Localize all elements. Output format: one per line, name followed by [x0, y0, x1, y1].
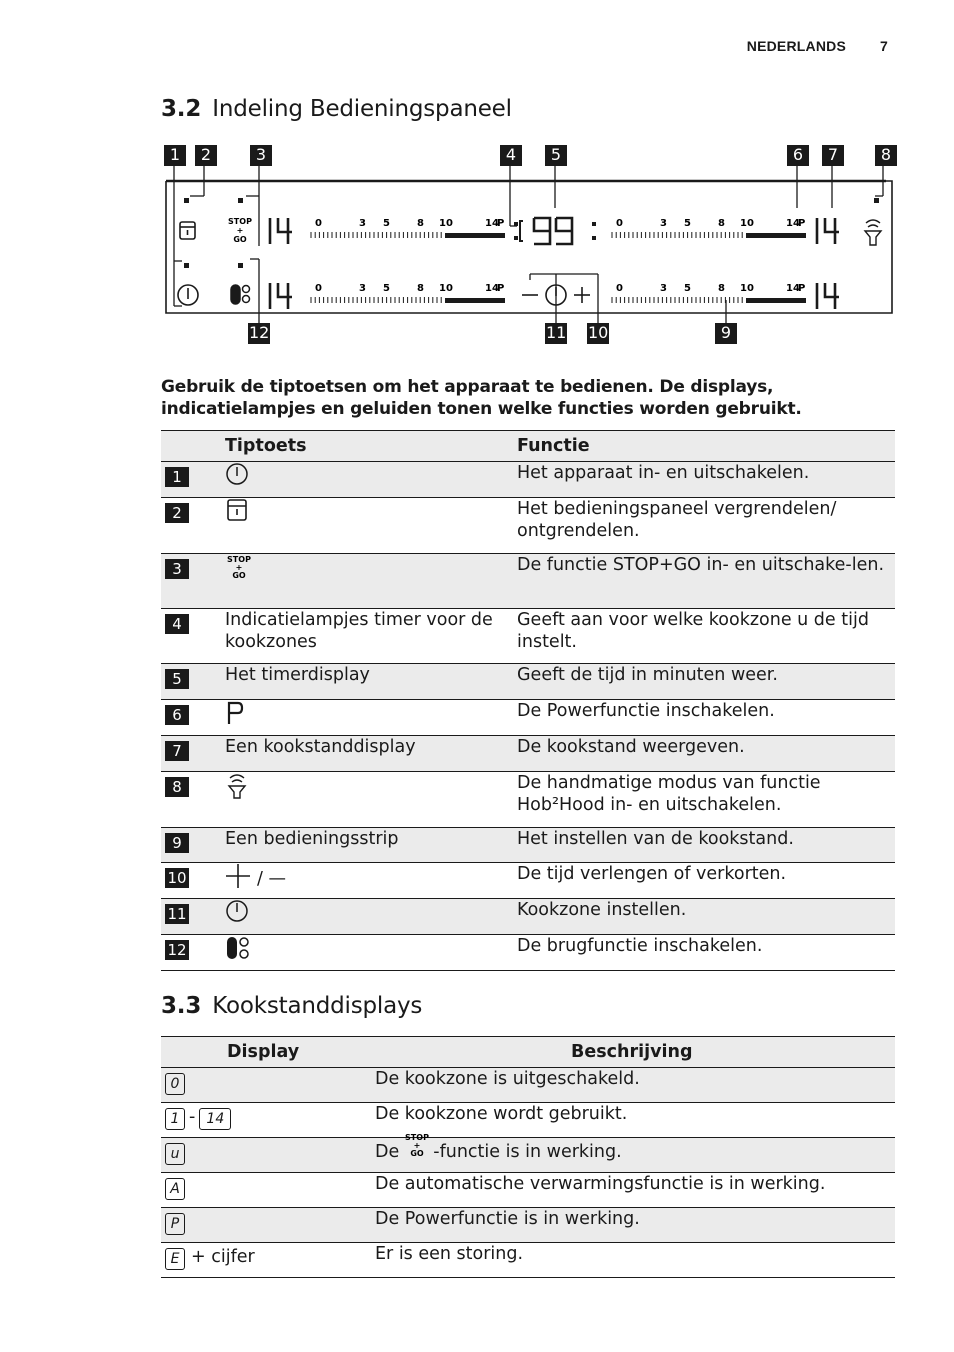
- function-text: De kookstand weergeven.: [517, 737, 745, 757]
- scale-label: 3: [660, 283, 667, 294]
- scale-label: 5: [383, 283, 390, 294]
- svg-text:GO: GO: [410, 1149, 424, 1158]
- hob2hood-icon: [225, 772, 249, 806]
- table-row: [161, 609, 895, 664]
- callout-12: 12: [249, 323, 270, 342]
- svg-text:STOP: STOP: [405, 1133, 430, 1142]
- callout-5: 5: [545, 145, 567, 166]
- callout-7: 7: [822, 145, 844, 166]
- scale-label: 8: [417, 218, 424, 229]
- scale-label: 14: [485, 218, 499, 229]
- description-text: -functie is in werking.: [433, 1142, 622, 1162]
- function-text: De tijd verlengen of verkorten.: [517, 864, 787, 884]
- control-strip: [311, 218, 505, 238]
- scale-label: 10: [439, 283, 453, 294]
- function-text: De Powerfunctie inschakelen.: [517, 701, 775, 721]
- key-function-table: [161, 430, 895, 971]
- callout-2: 2: [195, 145, 217, 166]
- table-row: [161, 736, 895, 772]
- bridge-icon: [225, 935, 251, 967]
- scale-label: 3: [359, 218, 366, 229]
- col-header-display: Display: [227, 1042, 300, 1062]
- key-label: / —: [257, 869, 286, 889]
- plus-minus-icon: [225, 863, 251, 895]
- row-number: 6: [165, 705, 189, 725]
- scale-label: 0: [315, 218, 322, 229]
- scale-label: 5: [684, 218, 691, 229]
- display-table: [161, 1036, 895, 1278]
- section-heading-3-3: [161, 993, 422, 1019]
- description-text: De automatische verwarmingsfunctie is in werking.: [375, 1174, 826, 1194]
- svg-text:+: +: [236, 226, 244, 235]
- table-row: [161, 772, 895, 828]
- scale-label: 10: [439, 218, 453, 229]
- row-number: 3: [165, 559, 189, 579]
- scale-label: 0: [315, 283, 322, 294]
- scale-label: P: [497, 283, 505, 294]
- function-text: Het apparaat in- en uitschakelen.: [517, 463, 810, 483]
- description-prefix: De: [375, 1142, 400, 1162]
- col-header-key: Tiptoets: [225, 436, 307, 456]
- display-symbol: 0: [165, 1073, 185, 1095]
- table-row: [161, 1138, 895, 1173]
- table-row: [161, 863, 895, 899]
- row-number: 7: [165, 741, 189, 761]
- col-header-description: Beschrijving: [571, 1042, 693, 1062]
- page-header: [747, 38, 888, 54]
- description-text: De kookzone is uitgeschakeld.: [375, 1069, 640, 1089]
- function-text: Het bedieningspaneel vergrendelen/ ontgrendelen.: [517, 499, 837, 541]
- table-row: [161, 462, 895, 498]
- scale-label: P: [798, 283, 806, 294]
- callout-3: 3: [250, 145, 272, 166]
- row-number: 9: [165, 833, 189, 853]
- row-number: 5: [165, 669, 189, 689]
- stop-go-icon: [225, 554, 253, 588]
- function-text: Geeft de tijd in minuten weer.: [517, 665, 778, 685]
- scale-label: 0: [616, 283, 623, 294]
- function-text: De functie STOP+GO in- en uitschake-len.: [517, 555, 885, 575]
- row-number: 10: [165, 868, 189, 888]
- section-number: 3.2: [161, 96, 202, 122]
- svg-text:+: +: [235, 563, 243, 572]
- svg-text:+: +: [413, 1141, 421, 1150]
- key-label: Indicatielampjes timer voor de kookzones: [225, 610, 493, 652]
- timer-icon: [225, 899, 249, 929]
- callout-11: 11: [546, 323, 567, 342]
- col-header-function: Functie: [517, 436, 590, 456]
- table-row: [161, 1243, 895, 1278]
- section-title: Kookstanddisplays: [212, 993, 423, 1019]
- page-number: 7: [880, 38, 888, 54]
- display-symbol: P: [165, 1213, 185, 1235]
- scale-label: 8: [718, 283, 725, 294]
- svg-text:GO: GO: [232, 571, 246, 580]
- display-symbol: u: [165, 1143, 185, 1165]
- scale-label: 14: [786, 218, 800, 229]
- display-symbol: E: [165, 1248, 185, 1270]
- callout-9: 9: [715, 323, 737, 344]
- svg-text:STOP: STOP: [227, 555, 251, 564]
- control-strip: [311, 283, 505, 303]
- scale-label: 14: [485, 283, 499, 294]
- scale-label: 0: [616, 218, 623, 229]
- power-icon: [225, 462, 249, 492]
- table-row: [161, 700, 895, 736]
- control-strip: [612, 218, 806, 238]
- function-text: De brugfunctie inschakelen.: [517, 936, 763, 956]
- scale-label: 8: [417, 283, 424, 294]
- scale-label: 14: [786, 283, 800, 294]
- scale-label: 5: [383, 218, 390, 229]
- description-text: De Powerfunctie is in werking.: [375, 1209, 640, 1229]
- scale-label: 10: [740, 283, 754, 294]
- table-row: [161, 1068, 895, 1103]
- row-number: 8: [165, 777, 189, 797]
- callout-6: 6: [787, 145, 809, 166]
- row-number: 12: [165, 940, 189, 960]
- scale-label: 3: [660, 218, 667, 229]
- row-number: 4: [165, 614, 189, 634]
- table-row: [161, 498, 895, 554]
- key-label: Het timerdisplay: [225, 665, 370, 685]
- intro-text: Gebruik de tiptoetsen om het apparaat te bedienen. De displays, indicatielampjes en geluiden tonen welke functies worden gebruikt.: [161, 377, 802, 419]
- section-title: Indeling Bedieningspaneel: [212, 96, 512, 122]
- function-text: De handmatige modus van functie Hob²Hood in- en uitschakelen.: [517, 773, 821, 815]
- description-text: Er is een storing.: [375, 1244, 524, 1264]
- table-row: [161, 664, 895, 700]
- callout-8: 8: [875, 145, 897, 166]
- table-row: [161, 1103, 895, 1138]
- scale-label: P: [798, 218, 806, 229]
- section-heading-3-2: [161, 96, 512, 122]
- display-symbol: 1: [165, 1108, 185, 1130]
- display-symbol: A: [165, 1178, 185, 1200]
- table-row: [161, 828, 895, 863]
- table-row: [161, 935, 895, 971]
- callout-10: 10: [588, 323, 609, 342]
- callout-1: 1: [164, 145, 186, 166]
- row-number: 1: [165, 467, 189, 487]
- language-label: NEDERLANDS: [746, 38, 846, 54]
- row-number: 2: [165, 503, 189, 523]
- svg-text:STOP: STOP: [228, 217, 252, 226]
- function-text: Geeft aan voor welke kookzone u de tijd instelt.: [517, 610, 869, 652]
- table-row: [161, 899, 895, 935]
- scale-label: 3: [359, 283, 366, 294]
- function-text: Kookzone instellen.: [517, 900, 687, 920]
- table-row: [161, 554, 895, 609]
- scale-label: 10: [740, 218, 754, 229]
- key-label: Een kookstanddisplay: [225, 737, 416, 757]
- scale-label: P: [497, 218, 505, 229]
- row-number: 11: [165, 904, 189, 924]
- display-symbol: 14: [199, 1108, 231, 1130]
- display-suffix: + cijfer: [191, 1246, 255, 1267]
- scale-label: 8: [718, 218, 725, 229]
- svg-text:GO: GO: [233, 235, 247, 244]
- table-row: [161, 1208, 895, 1243]
- control-panel-diagram: [160, 166, 900, 324]
- power-function-icon: [225, 700, 245, 732]
- scale-label: 5: [684, 283, 691, 294]
- control-strip: [612, 283, 806, 303]
- lock-icon: [225, 498, 249, 528]
- range-separator: -: [189, 1106, 196, 1127]
- callout-4: 4: [500, 145, 522, 166]
- stop-go-icon: [403, 1132, 431, 1166]
- description-text: De kookzone wordt gebruikt.: [375, 1104, 628, 1124]
- table-row: [161, 1173, 895, 1208]
- section-number: 3.3: [161, 993, 202, 1019]
- key-label: Een bedieningsstrip: [225, 829, 399, 849]
- function-text: Het instellen van de kookstand.: [517, 829, 794, 849]
